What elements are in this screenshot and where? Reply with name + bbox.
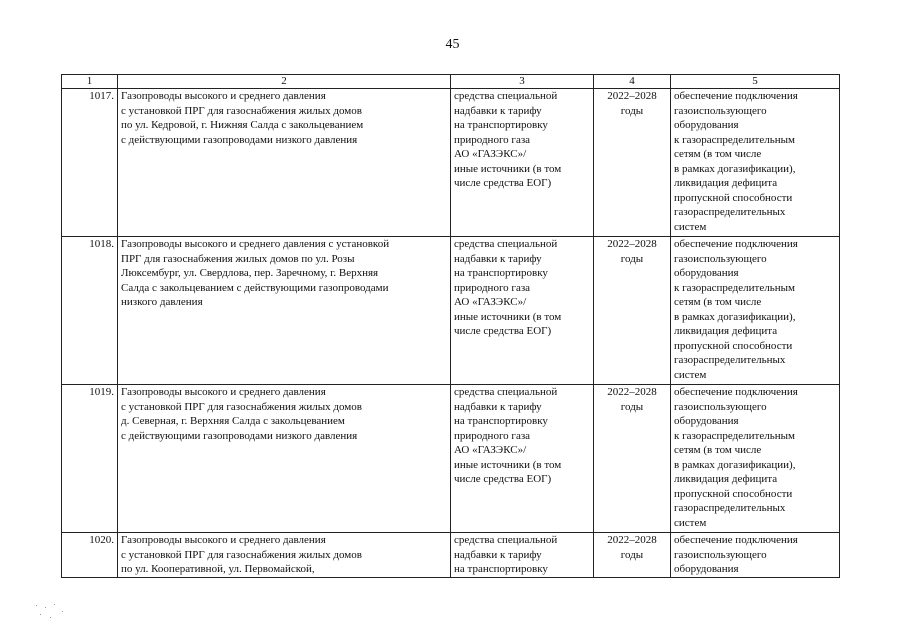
page-number: 45 [445, 37, 460, 52]
row-description: Газопроводы высокого и среднего давления с установкой ПРГ для газоснабжения жилых домов по ул. Кооперативной, ул. Первомайской, [118, 533, 451, 578]
program-table [61, 74, 840, 578]
table-row [62, 89, 840, 237]
table-row [62, 533, 840, 578]
table-header-row [62, 75, 840, 89]
column-header-1: 1 [62, 75, 118, 89]
row-period: 2022–2028 годы [594, 533, 671, 578]
row-funding-source: средства специальной надбавки к тарифу на транспортировку природного газа АО «ГАЗЭКС»/ иные источники (в том числе средства ЕОГ) [451, 385, 594, 533]
scan-speck [62, 611, 63, 612]
row-number: 1017. [62, 89, 118, 237]
row-funding-source: средства специальной надбавки к тарифу на транспортировку природного газа АО «ГАЗЭКС»/ иные источники (в том числе средства ЕОГ) [451, 89, 594, 237]
scan-specks [36, 603, 76, 623]
row-purpose: обеспечение подключения газоиспользующего оборудования к газораспределительным сетям (в том числе в рамках догазификации), ликвидация дефицита пропускной способности газораспределительных систем [671, 385, 840, 533]
table-row [62, 237, 840, 385]
row-description: Газопроводы высокого и среднего давления с установкой ПРГ для газоснабжения жилых домов по ул. Кедровой, г. Нижняя Салда с закольцеванием с действующими газопроводами низкого давления [118, 89, 451, 237]
scan-speck [50, 617, 51, 618]
row-number: 1018. [62, 237, 118, 385]
row-purpose: обеспечение подключения газоиспользующего оборудования к газораспределительным сетям (в том числе в рамках догазификации), ликвидация дефицита пропускной способности газораспределительных систем [671, 89, 840, 237]
scan-speck [54, 604, 55, 605]
scan-speck [40, 614, 41, 615]
row-period: 2022–2028 годы [594, 89, 671, 237]
row-number: 1020. [62, 533, 118, 578]
row-period: 2022–2028 годы [594, 385, 671, 533]
column-header-3: 3 [451, 75, 594, 89]
row-purpose: обеспечение подключения газоиспользующего оборудования к газораспределительным сетям (в том числе в рамках догазификации), ликвидация дефицита пропускной способности газораспределительных систем [671, 237, 840, 385]
row-description: Газопроводы высокого и среднего давления с установкой ПРГ для газоснабжения жилых домов по ул. Розы Люксембург, ул. Свердлова, пер. Заречному, г. Верхняя Салда с закольцеванием с действующими газопроводами низкого давления [118, 237, 451, 385]
table-row [62, 385, 840, 533]
row-funding-source: средства специальной надбавки к тарифу на транспортировку природного газа АО «ГАЗЭКС»/ иные источники (в том числе средства ЕОГ) [451, 237, 594, 385]
row-funding-source: средства специальной надбавки к тарифу на транспортировку [451, 533, 594, 578]
row-purpose: обеспечение подключения газоиспользующего оборудования [671, 533, 840, 578]
column-header-2: 2 [118, 75, 451, 89]
row-number: 1019. [62, 385, 118, 533]
column-header-4: 4 [594, 75, 671, 89]
column-header-5: 5 [671, 75, 840, 89]
row-period: 2022–2028 годы [594, 237, 671, 385]
scan-speck [36, 605, 37, 606]
row-description: Газопроводы высокого и среднего давления с установкой ПРГ для газоснабжения жилых домов д. Северная, г. Верхняя Салда с закольцеванием с действующими газопроводами низкого давления [118, 385, 451, 533]
scan-speck [45, 607, 46, 608]
